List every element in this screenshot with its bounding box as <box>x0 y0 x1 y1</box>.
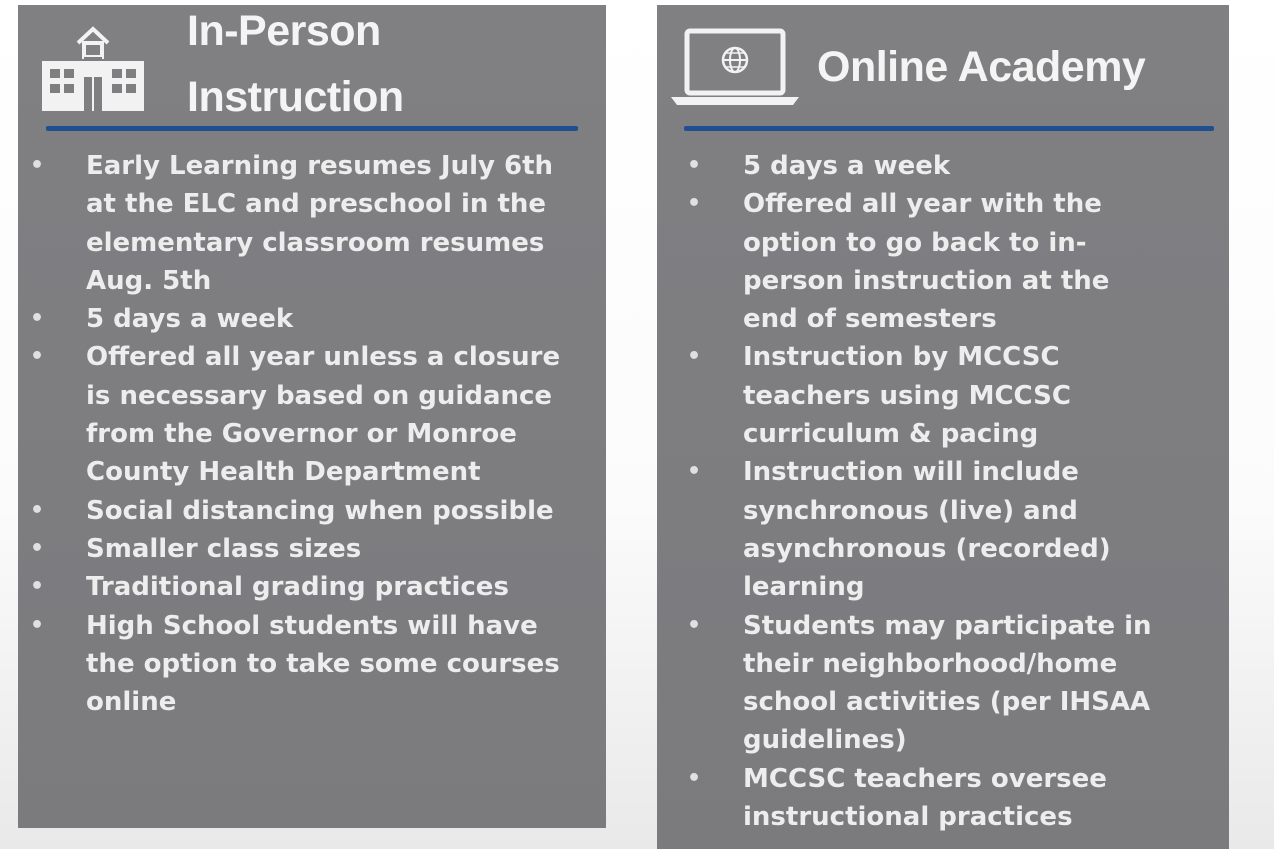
online-academy-title: Online Academy <box>817 43 1146 91</box>
list-item <box>30 338 606 491</box>
list-item <box>30 492 606 530</box>
bullet-icon: • <box>30 574 45 600</box>
list-item-text: Social distancing when possible <box>86 495 554 526</box>
list-item <box>30 607 606 722</box>
bullet-icon: • <box>30 306 45 332</box>
list-item-text: Instruction will include synchronous (live) and asynchronous (recorded) learning <box>743 457 1111 603</box>
list-item-text: 5 days a week <box>743 151 951 181</box>
list-item-text: High School students will have the option to take some courses online <box>86 610 560 718</box>
list-item-text: 5 days a week <box>86 304 294 335</box>
list-item <box>30 147 606 300</box>
list-item-text: MCCSC teachers oversee instructional practices <box>743 763 1107 833</box>
in-person-title-line-2: Instruction <box>187 73 404 121</box>
list-item-text: Early Learning resumes July 6th at the ELC and preschool in the elementary classroom resumes Aug. 5th <box>86 151 554 296</box>
bullet-icon: • <box>687 344 702 370</box>
list-item <box>687 760 1223 837</box>
list-item-text: Smaller class sizes <box>86 533 362 564</box>
in-person-panel <box>18 5 606 828</box>
online-academy-bullet-list <box>687 147 1223 836</box>
bullet-icon: • <box>687 153 702 178</box>
bullet-icon: • <box>30 612 45 638</box>
bullet-icon: • <box>687 765 702 791</box>
list-item-text: Traditional grading practices <box>86 572 509 603</box>
list-item <box>687 338 1223 453</box>
list-item-text: Offered all year unless a closure is necessary based on guidance from the Governor or Monroe County Health Department <box>86 342 561 488</box>
bullet-icon: • <box>687 191 702 217</box>
list-item-text: Students may participate in their neighborhood/home school activities (per IHSAA guidelines) <box>743 610 1152 756</box>
laptop-globe-icon <box>669 27 801 107</box>
bullet-icon: • <box>30 497 45 523</box>
online-academy-divider <box>684 126 1214 131</box>
bullet-icon: • <box>30 153 45 178</box>
list-item <box>687 607 1223 760</box>
list-item <box>30 300 606 338</box>
list-item-text: Offered all year with the option to go back to in- person instruction at the end of semesters <box>743 189 1110 335</box>
list-item <box>687 185 1223 338</box>
list-item-text: Instruction by MCCSC teachers using MCCSC curriculum & pacing <box>743 342 1071 450</box>
list-item <box>30 568 606 606</box>
bullet-icon: • <box>30 535 45 561</box>
bullet-icon: • <box>687 612 702 638</box>
list-item <box>687 147 1223 185</box>
bullet-icon: • <box>30 344 45 370</box>
in-person-title-line-1: In-Person <box>187 7 381 55</box>
online-academy-panel <box>657 5 1229 849</box>
list-item <box>30 530 606 568</box>
list-item <box>687 453 1223 606</box>
bullet-icon: • <box>687 459 702 485</box>
in-person-bullet-list <box>30 147 606 721</box>
in-person-divider <box>46 126 578 131</box>
school-building-icon <box>40 21 146 113</box>
